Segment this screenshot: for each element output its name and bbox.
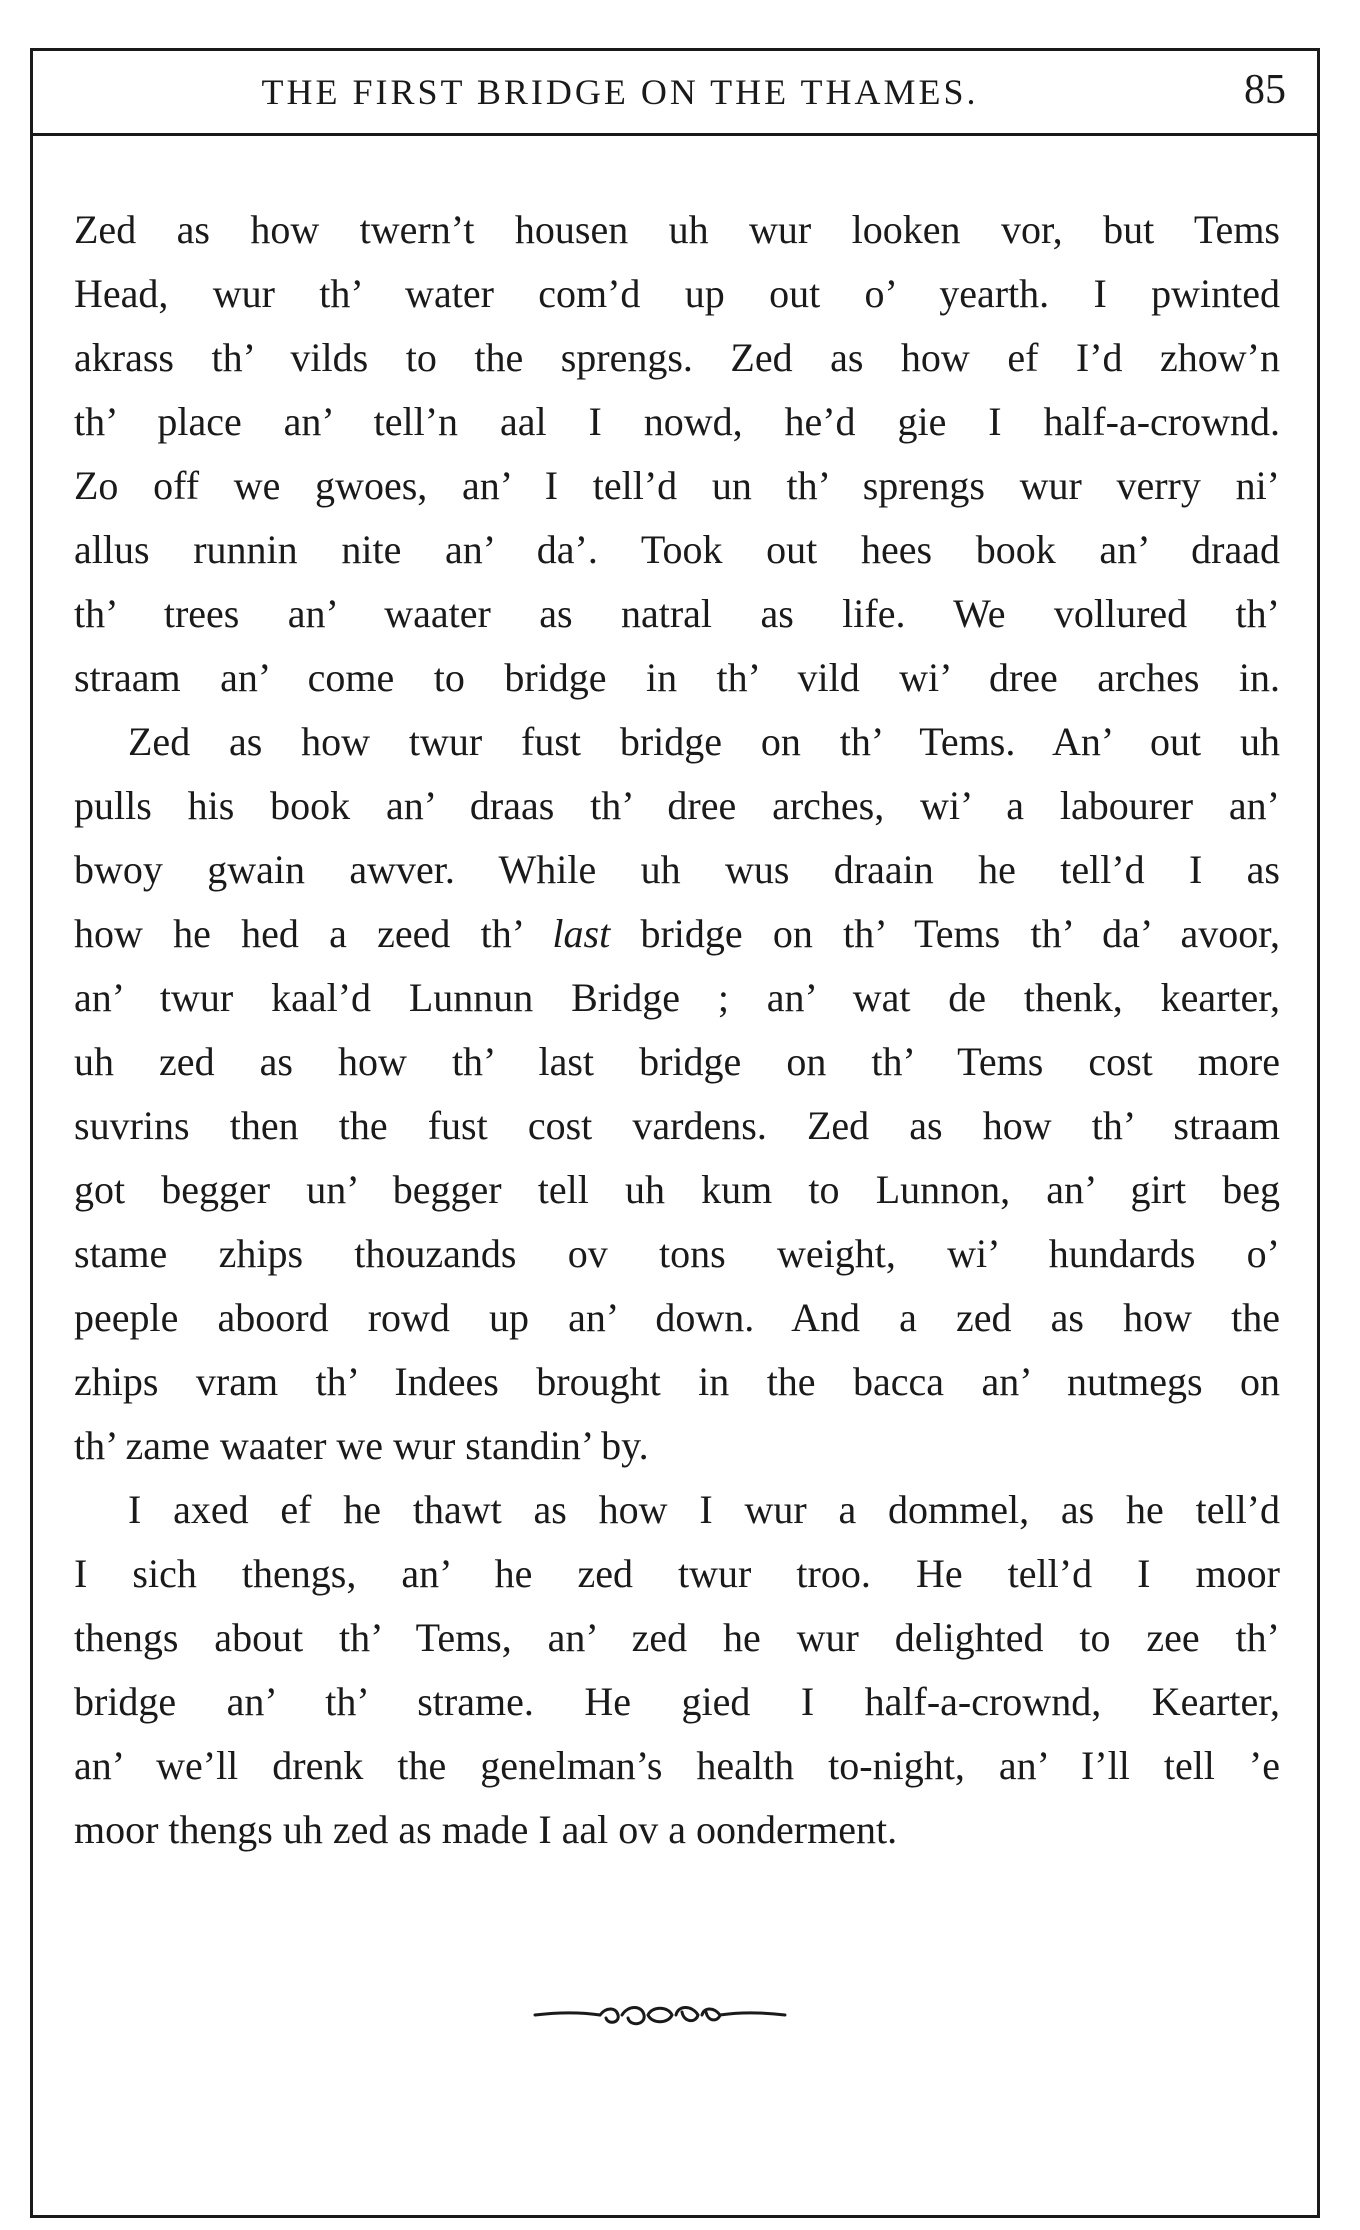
text-line: stame zhips thouzands ov tons weight, wi’ hundards o’ [74, 1231, 1280, 1276]
text-line: Zo off we gwoes, an’ I tell’d un th’ sprengs wur verry ni’ [74, 463, 1280, 508]
text-line: allus runnin nite an’ da’. Took out hees book an’ draad [74, 527, 1280, 572]
text-line: Head, wur th’ water com’d up out o’ yearth. I pwinted [74, 271, 1280, 316]
text-line: bwoy gwain awver. While uh wus draain he tell’d I as [74, 847, 1280, 892]
text-line: th’ trees an’ waater as natral as life. We vollured th’ [74, 591, 1280, 636]
text-line: an’ we’ll drenk the genelman’s health to-night, an’ I’ll tell ’e [74, 1743, 1280, 1788]
page-number: 85 [1244, 67, 1286, 113]
text-line: akrass th’ vilds to the sprengs. Zed as how ef I’d zhow’n [74, 335, 1280, 380]
text-line: uh zed as how th’ last bridge on th’ Tems cost more [74, 1039, 1280, 1084]
text-line: suvrins then the fust cost vardens. Zed as how th’ straam [74, 1103, 1280, 1148]
text-line: Zed as how twern’t housen uh wur looken vor, but Tems [74, 207, 1280, 252]
line-segment: how he hed a zeed th’ [74, 911, 553, 956]
text-line: got begger un’ begger tell uh kum to Lunnon, an’ girt beg [74, 1167, 1280, 1212]
fleuron-ornament-icon [530, 2000, 790, 2030]
text-line: thengs about th’ Tems, an’ zed he wur delighted to zee th’ [74, 1615, 1280, 1660]
running-head [30, 48, 1320, 136]
italic-word: last [552, 911, 611, 956]
body-text [74, 198, 1280, 1862]
text-line: zhips vram th’ Indees brought in the bacca an’ nutmegs on [74, 1359, 1280, 1404]
text-line: straam an’ come to bridge in th’ vild wi’ dree arches in. [74, 655, 1280, 700]
text-line: peeple aboord rowd up an’ down. And a zed as how the [74, 1295, 1280, 1340]
text-line: th’ place an’ tell’n aal I nowd, he’d gie I half-a-crownd. [74, 399, 1280, 444]
text-line: bridge an’ th’ strame. He gied I half-a-crownd, Kearter, [74, 1679, 1280, 1724]
text-line: an’ twur kaal’d Lunnun Bridge ; an’ wat de thenk, kearter, [74, 975, 1280, 1020]
text-line: moor thengs uh zed as made I aal ov a oonderment. [74, 1807, 898, 1852]
text-line: th’ zame waater we wur standin’ by. [74, 1423, 649, 1468]
text-line: pulls his book an’ draas th’ dree arches, wi’ a labourer an’ [74, 783, 1280, 828]
text-line: I axed ef he thawt as how I wur a dommel, as he tell’d [128, 1487, 1280, 1532]
running-head-title: THE FIRST BRIDGE ON THE THAMES. [261, 72, 979, 112]
line-segment: bridge on th’ Tems th’ da’ avoor, [610, 911, 1281, 956]
text-line-with-italic [74, 902, 1280, 966]
text-line: Zed as how twur fust bridge on th’ Tems. An’ out uh [128, 719, 1280, 764]
text-line: I sich thengs, an’ he zed twur troo. He tell’d I moor [74, 1551, 1280, 1596]
